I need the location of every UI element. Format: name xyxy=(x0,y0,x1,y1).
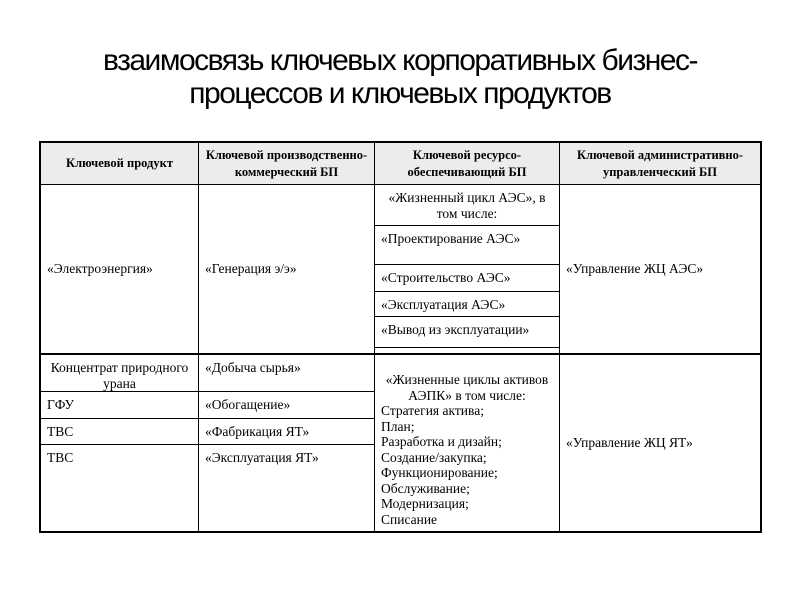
column-header-production-commercial-bp: Ключевой производственно-коммерческий БП xyxy=(199,143,375,185)
asset-lifecycle-item: Модернизация; xyxy=(381,496,469,511)
cell-fuel-operation-bp: «Эксплуатация ЯТ» xyxy=(199,445,375,531)
asset-lifecycle-item: Обслуживание; xyxy=(381,480,470,496)
column-header-admin-bp: Ключевой административно-управленческий БП xyxy=(560,143,760,185)
cell-asset-lifecycles xyxy=(375,355,560,531)
asset-lifecycle-item: Разработка и дизайн; xyxy=(381,434,502,449)
cell-product-electricity: «Электроэнергия» xyxy=(41,185,199,355)
cell-npp-design: «Проектирование АЭС» xyxy=(375,226,560,265)
cell-product-tvs-1: ТВС xyxy=(41,419,199,445)
slide-title-line2: процессов и ключевых продуктов xyxy=(189,77,611,110)
cell-product-gfu: ГФУ xyxy=(41,392,199,419)
cell-fuel-fabrication-bp: «Фабрикация ЯТ» xyxy=(199,419,375,445)
cell-npp-decommissioning: «Вывод из эксплуатации» xyxy=(375,317,560,348)
cell-generation-bp: «Генерация э/э» xyxy=(199,185,375,355)
cell-npp-construction: «Строительство АЭС» xyxy=(375,265,560,292)
cell-npp-lifecycle-management: «Управление ЖЦ АЭС» xyxy=(560,185,760,355)
cell-enrichment-bp: «Обогащение» xyxy=(199,392,375,419)
slide-title-line1: взаимосвязь ключевых корпоративных бизнес- xyxy=(103,44,697,77)
asset-lifecycles-title: «Жизненные циклы активов АЭПК» в том числе: xyxy=(385,372,549,403)
column-header-product: Ключевой продукт xyxy=(41,143,199,185)
column-header-resource-bp: Ключевой ресурсо-обеспечивающий БП xyxy=(375,143,560,185)
cell-product-uranium-concentrate: Концентрат природного урана xyxy=(41,355,199,392)
asset-lifecycle-item: Функционирование; xyxy=(381,465,498,480)
cell-mining-bp: «Добыча сырья» xyxy=(199,355,375,392)
cell-fuel-lifecycle-management: «Управление ЖЦ ЯТ» xyxy=(566,434,693,450)
asset-lifecycle-item: Создание/закупка; xyxy=(381,449,487,465)
cell-product-tvs-2: ТВС xyxy=(41,445,199,531)
asset-lifecycle-item: Списание xyxy=(381,511,438,527)
cell-resource-bp-spacer xyxy=(375,348,560,355)
asset-lifecycle-item: План; xyxy=(381,418,415,434)
business-process-table xyxy=(39,141,762,533)
cell-npp-operation: «Эксплуатация АЭС» xyxy=(375,292,560,317)
cell-npp-lifecycle-title: «Жизненный цикл АЭС», в том числе: xyxy=(375,185,560,226)
slide-title xyxy=(0,44,800,110)
asset-lifecycle-item: Стратегия актива; xyxy=(381,403,484,418)
